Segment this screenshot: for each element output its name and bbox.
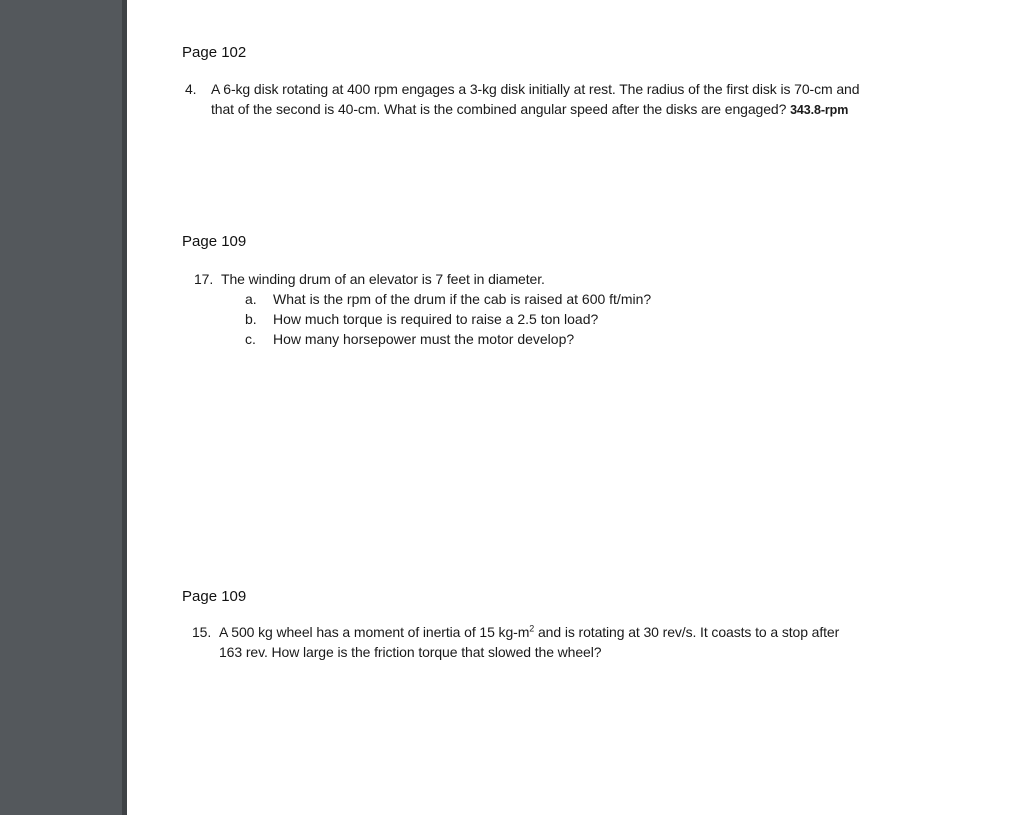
problem-4 [185, 79, 861, 120]
problem-text: The winding drum of an elevator is 7 feet in diameter. [221, 271, 545, 287]
problem-number: 17. [194, 271, 214, 287]
subitem-list [245, 289, 651, 349]
problem-number: 4. [185, 81, 197, 97]
subitem-text: What is the rpm of the drum if the cab is raised at 600 ft/min? [273, 291, 652, 307]
subitem-text: How much torque is required to raise a 2.5 ton load? [273, 311, 599, 327]
superscript: 2 [529, 623, 535, 634]
page-heading: Page 109 [182, 588, 247, 605]
problem-text: A 500 kg wheel has a moment of inertia of 15 kg-m [219, 624, 530, 640]
subitem-letter: a. [245, 291, 257, 307]
problem-answer: 343.8-rpm [790, 103, 849, 117]
problem-17 [194, 269, 861, 289]
subitem-letter: b. [245, 311, 257, 327]
page-heading: Page 102 [182, 44, 247, 61]
document-page [127, 0, 1024, 815]
viewer-sidebar [0, 0, 127, 815]
problem-15 [192, 622, 849, 662]
subitem [245, 309, 651, 329]
subitem-letter: c. [245, 331, 256, 347]
subitem [245, 329, 651, 349]
page-heading: Page 109 [182, 233, 247, 250]
problem-text-cont: and is rotating at 30 rev/s. It coasts to a stop after 163 rev. How large is the friction torque that slowed the wheel? [219, 624, 840, 660]
subitem-text: How many horsepower must the motor develop? [273, 331, 575, 347]
subitem [245, 289, 651, 309]
problem-text: A 6-kg disk rotating at 400 rpm engages a 3-kg disk initially at rest. The radius of the first disk is 70-cm and that of the second is 40-cm. What is the combined angular speed after the disks are engaged? [211, 81, 860, 117]
problem-number: 15. [192, 624, 212, 640]
